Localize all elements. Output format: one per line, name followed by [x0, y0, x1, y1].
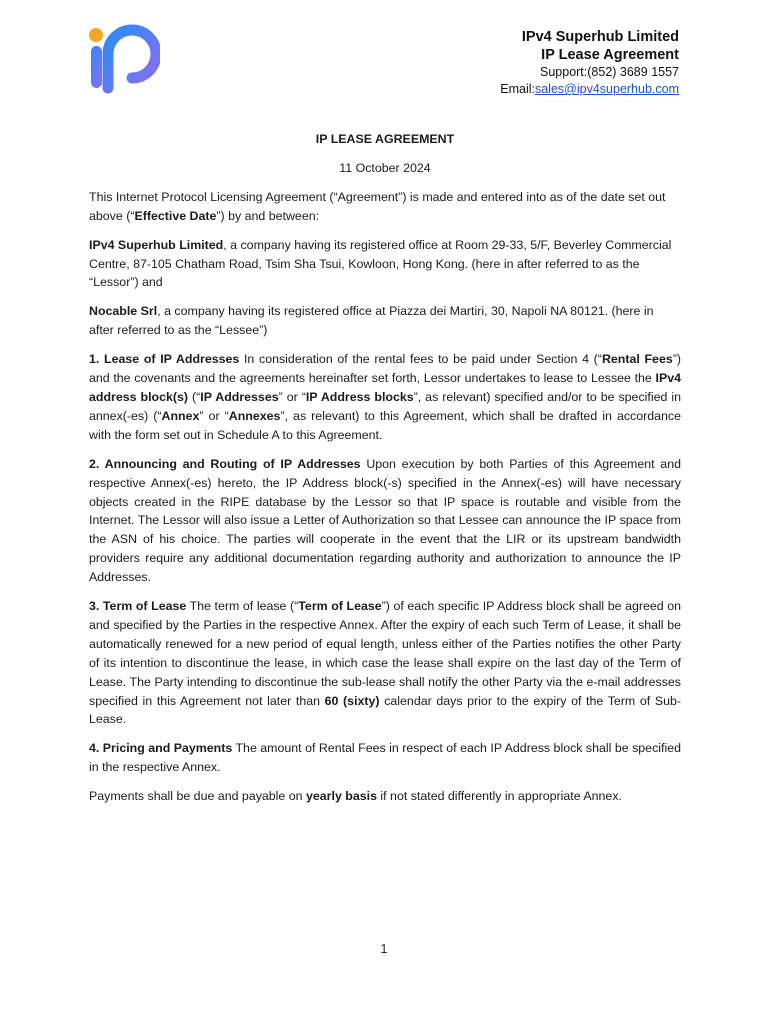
section-4-heading: 4. Pricing and Payments	[89, 741, 233, 756]
section-3-bold-2: 60 (sixty)	[324, 693, 380, 708]
company-header	[500, 28, 679, 98]
section-1-heading: 1. Lease of IP Addresses	[89, 352, 240, 367]
section-1-bold-2: IPv4 address block(s)	[89, 371, 681, 404]
lessee-paragraph	[89, 302, 681, 340]
lessor-paragraph	[89, 236, 681, 293]
section-1-paragraph	[89, 350, 681, 445]
lessor-text: , a company having its registered office at Room 29-33, 5/F, Beverley Commercial Centre, 87-105 Chatham Road, Tsim Sha Tsui, Kowloon, Hong Kong. (here in after referred to as the “Lessor”) and	[89, 237, 672, 290]
intro-bold-effective-date: Effective Date	[134, 208, 217, 223]
email-link[interactable]: sales@ipv4superhub.com	[534, 82, 679, 96]
section-3-heading: 3. Term of Lease	[89, 599, 187, 614]
section-1-bold-1: Rental Fees	[601, 352, 673, 367]
intro-text-1: This Internet Protocol Licensing Agreement (“Agreement”) is made and entered into as of the date set out above (“	[89, 189, 666, 223]
section-1-bold-3: IP Addresses	[200, 389, 279, 404]
section-2-paragraph	[89, 455, 681, 587]
section-3-text-2: ”) of each specific IP Address block shall be agreed on and specified by the Parties in the respective Annex. After the expiry of each such Term of Lease, it shall be automatically renewed for a new period of equal length, unless either of the Parties notifies the other Party of its intention to discontinue the lease, in which case the lease shall expire on the last day of the Term of Lease. The Party intending to discontinue the sub-lease shall notify the other Party via the e-mail addresses specified in this Agreement not later than	[89, 599, 682, 708]
section-1-bold-6: Annexes	[228, 408, 281, 423]
section-3-text-1: The term of lease (“	[186, 599, 299, 614]
payments-text-1: Payments shall be due and payable on	[89, 789, 306, 804]
section-1-text-5: ”, as relevant) specified and/or to be specified in annex(-es) (“	[89, 389, 681, 423]
lessee-name: Nocable Srl	[89, 304, 158, 319]
section-3-bold-1: Term of Lease	[298, 599, 382, 614]
section-1-text-3: (“	[188, 389, 201, 404]
section-4-paragraph	[89, 739, 681, 777]
section-1-text-4: ” or “	[278, 389, 306, 404]
document-date: 11 October 2024	[339, 160, 431, 175]
section-1-text-2: ”) and the covenants and the agreements hereinafter set forth, Lessor undertakes to lease to Lessee the	[89, 352, 681, 386]
section-3-paragraph	[89, 597, 681, 729]
section-1-text-6: ” or “	[199, 408, 229, 423]
document-type: IP Lease Agreement	[541, 47, 679, 63]
intro-paragraph	[89, 188, 681, 226]
section-2-heading: 2. Announcing and Routing of IP Addresses	[89, 456, 361, 471]
email-line	[500, 81, 679, 98]
section-1-bold-4: IP Address blocks	[305, 389, 414, 404]
company-name: IPv4 Superhub Limited	[521, 29, 679, 45]
email-label: Email:	[500, 82, 535, 96]
document-title: IP LEASE AGREEMENT	[315, 132, 455, 146]
document-body	[89, 130, 681, 816]
lessee-text: , a company having its registered office at Piazza dei Martiri, 30, Napoli NA 80121. (here in after referred to as the “Lessee”)	[89, 304, 654, 338]
lessor-name: IPv4 Superhub Limited	[89, 237, 224, 252]
section-4-text: The amount of Rental Fees in respect of each IP Address block shall be specified in the respective Annex.	[89, 741, 681, 775]
section-1-text-1: In consideration of the rental fees to be paid under Section 4 (“	[239, 352, 602, 367]
payments-paragraph	[89, 787, 681, 806]
section-1-text-7: ”, as relevant) to this Agreement, which shall be drafted in accordance with the form set out in Schedule A to this Agreement.	[89, 408, 682, 442]
intro-text-2: ”) by and between:	[216, 208, 320, 223]
section-2-text: Upon execution by both Parties of this Agreement and respective Annex(-es) hereto, the IP Address block(-s) specified in the Annex(-es) will have necessary objects created in the RIPE database by the Lessor so that IP space is routable and visible from the Internet. The Lessor will also issue a Letter of Authorization so that Lessee can announce the IP space from the ASN of his choice. The parties will cooperate in the event that the LIR or its upstream bandwidth providers require any additional documentation regarding authority and authorization to announce the IP Addresses.	[89, 456, 681, 585]
page-number: 1	[380, 942, 388, 956]
section-3-text-3: calendar days prior to the expiry of the Term of Sub-Lease.	[89, 693, 682, 727]
section-1-bold-5: Annex	[161, 408, 200, 423]
payments-text-2: if not stated differently in appropriate Annex.	[376, 789, 622, 804]
payments-bold: yearly basis	[306, 789, 377, 804]
company-logo	[88, 24, 160, 96]
support-phone: Support:(852) 3689 1557	[540, 65, 679, 79]
